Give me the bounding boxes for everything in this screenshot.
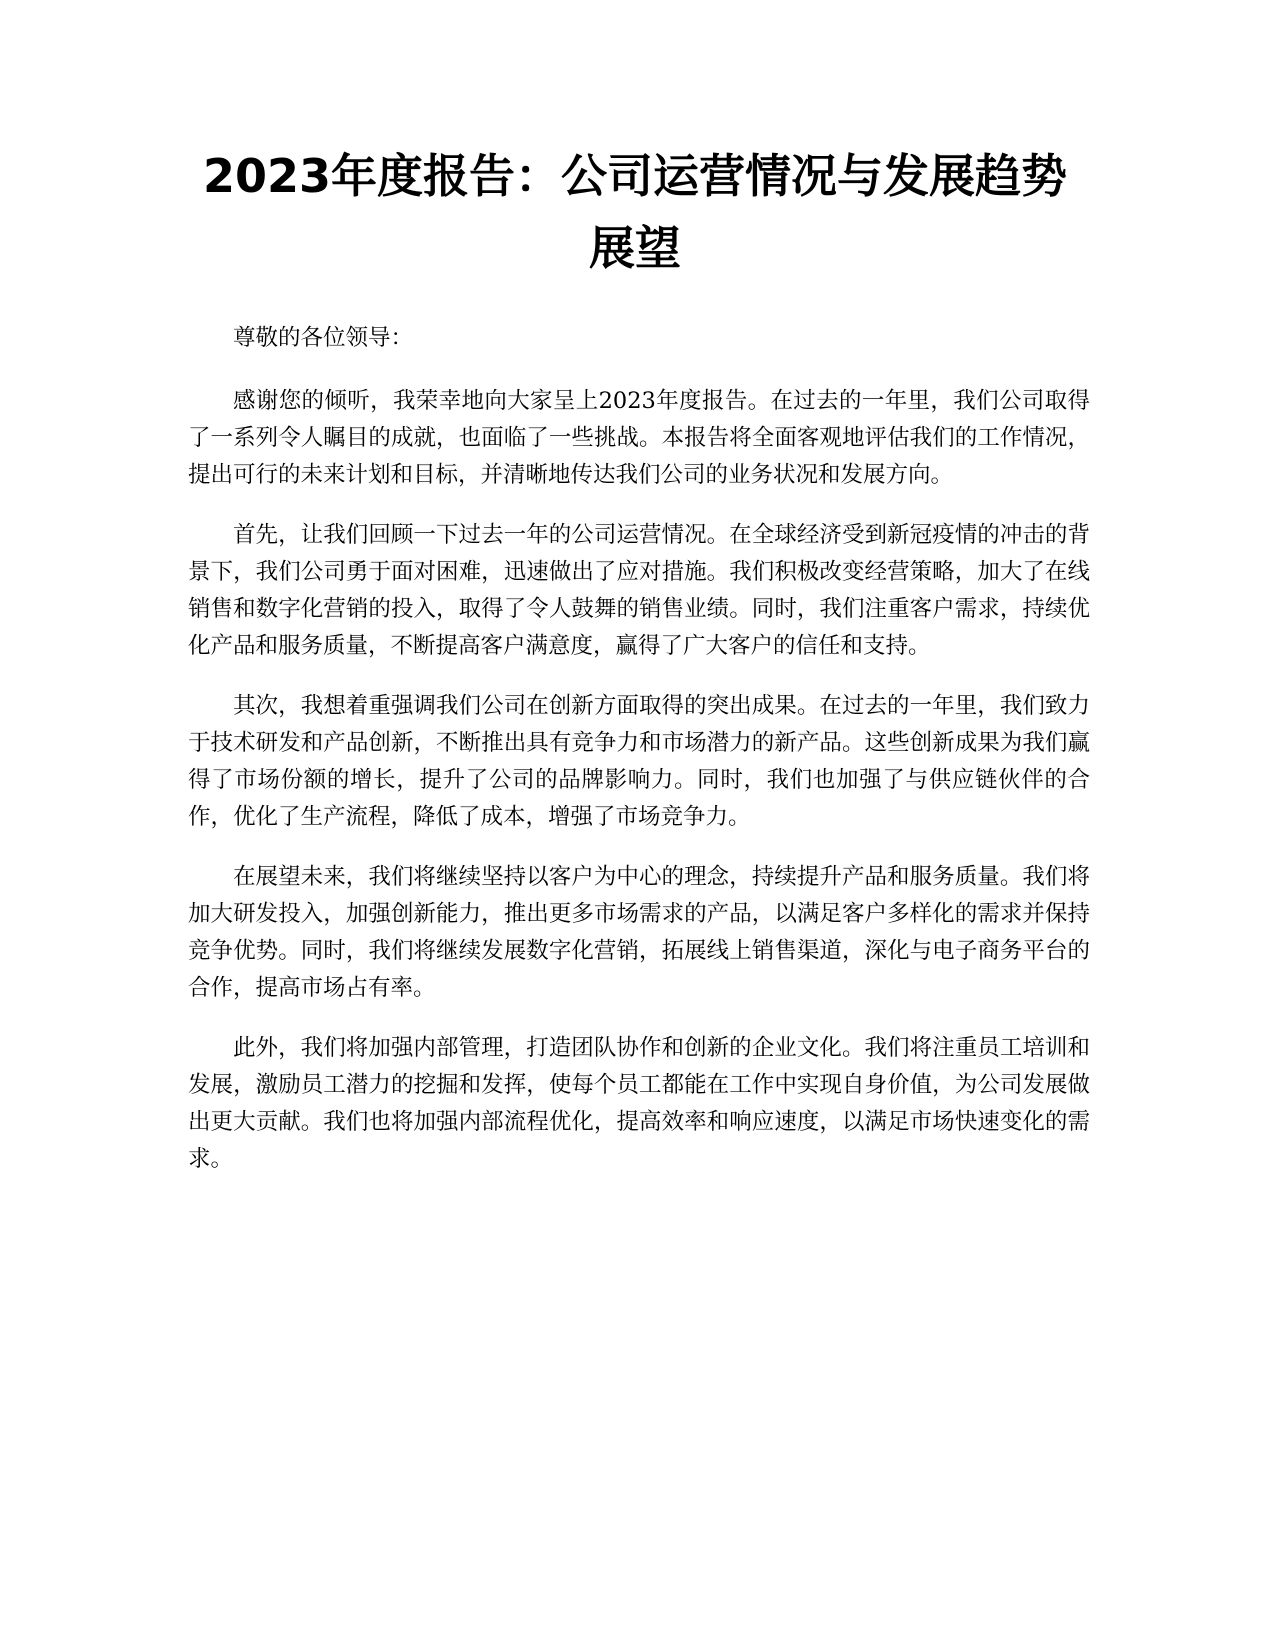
document-body (188, 320, 1090, 1201)
paragraph-intro: 感谢您的倾听，我荣幸地向大家呈上2023年度报告。在过去的一年里，我们公司取得了一系列令人瞩目的成就，也面临了一些挑战。本报告将全面客观地评估我们的工作情况，提出可行的未来计划和目标，并清晰地传达我们公司的业务状况和发展方向。 (188, 388, 1090, 488)
paragraph-internal-management: 此外，我们将加强内部管理，打造团队协作和创新的企业文化。我们将注重员工培训和发展，激励员工潜力的挖掘和发挥，使每个员工都能在工作中实现自身价值，为公司发展做出更大贡献。我们也将加强内部流程优化，提高效率和响应速度，以满足市场快速变化的需求。 (188, 1035, 1090, 1172)
document-title: 2023年度报告：公司运营情况与发展趋势展望 (202, 149, 1068, 275)
paragraph-operations-review: 首先，让我们回顾一下过去一年的公司运营情况。在全球经济受到新冠疫情的冲击的背景下，我们公司勇于面对困难，迅速做出了应对措施。我们积极改变经营策略，加大了在线销售和数字化营销的投入，取得了令人鼓舞的销售业绩。同时，我们注重客户需求，持续优化产品和服务质量，不断提高客户满意度，赢得了广大客户的信任和支持。 (188, 522, 1090, 659)
paragraph-innovation: 其次，我想着重强调我们公司在创新方面取得的突出成果。在过去的一年里，我们致力于技术研发和产品创新，不断推出具有竞争力和市场潜力的新产品。这些创新成果为我们赢得了市场份额的增长，提升了公司的品牌影响力。同时，我们也加强了与供应链伙伴的合作，优化了生产流程，降低了成本，增强了市场竞争力。 (188, 693, 1090, 830)
salutation: 尊敬的各位领导： (233, 325, 414, 351)
paragraph-future-outlook: 在展望未来，我们将继续坚持以客户为中心的理念，持续提升产品和服务质量。我们将加大研发投入，加强创新能力，推出更多市场需求的产品，以满足客户多样化的需求并保持竞争优势。同时，我们将继续发展数字化营销，拓展线上销售渠道，深化与电子商务平台的合作，提高市场占有率。 (188, 864, 1090, 1001)
